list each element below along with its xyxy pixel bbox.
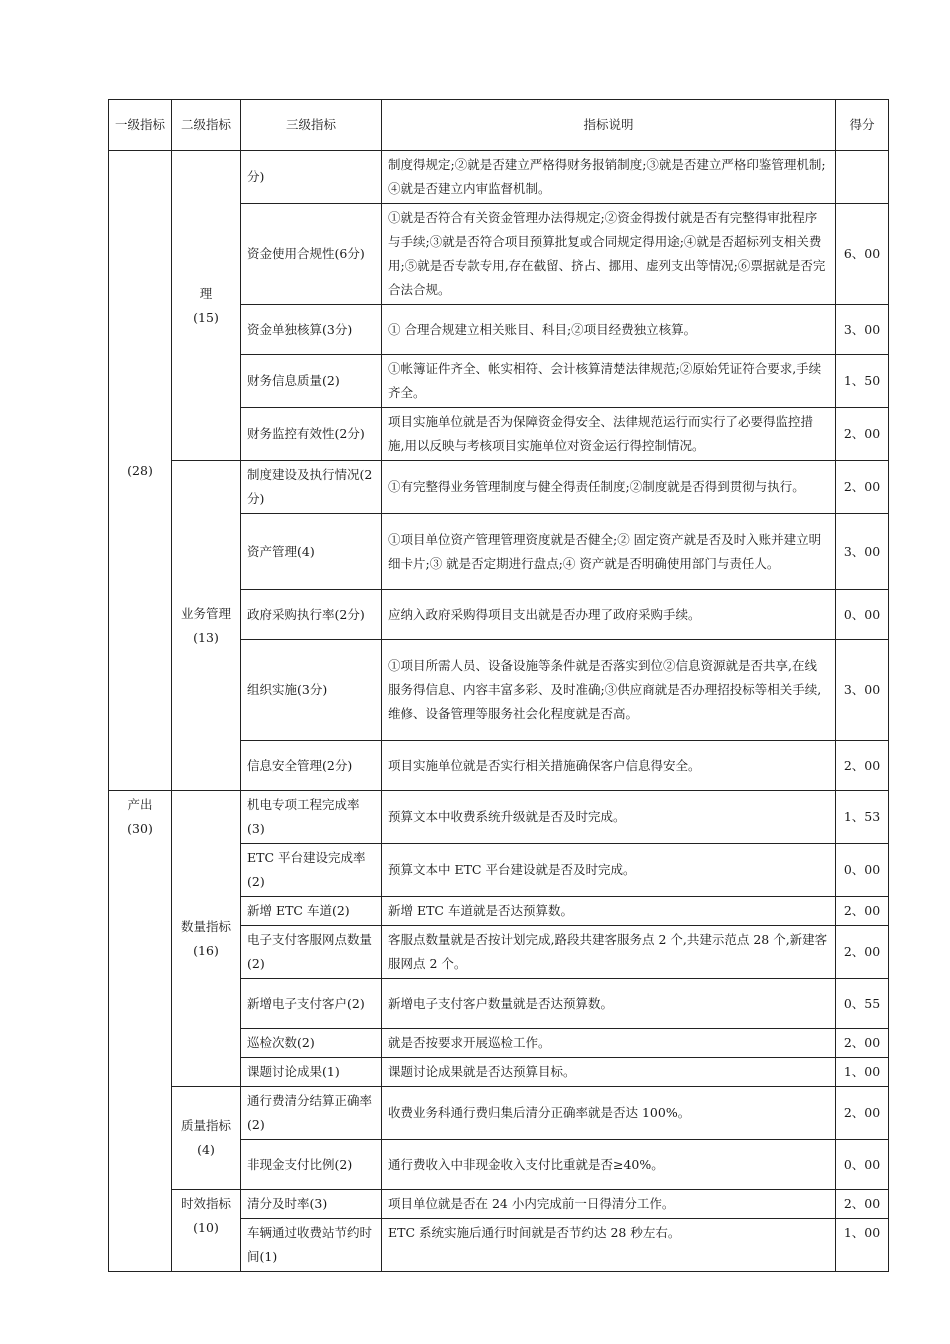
evaluation-table (108, 99, 889, 1272)
level2-business: 业务管理 (13) (172, 461, 241, 791)
level1-cell: (28) (109, 151, 172, 791)
description-cell: ETC 系统实施后通行时间就是否节约达 28 秒左右。 (382, 1219, 836, 1272)
level2-timeliness: 时效指标 (10) (172, 1190, 241, 1272)
level3-cell: 新增电子支付客户(2) (241, 979, 382, 1029)
header-score: 得分 (836, 100, 889, 151)
header-level2: 二级指标 (172, 100, 241, 151)
description-cell: ① 合理合规建立相关账目、科目;②项目经费独立核算。 (382, 305, 836, 355)
description-cell: 预算文本中 ETC 平台建设就是否及时完成。 (382, 844, 836, 897)
level3-cell: 分) (241, 151, 382, 204)
table-row (109, 1087, 889, 1140)
score-cell: 6、00 (836, 204, 889, 305)
table-row (109, 151, 889, 204)
score-cell: 0、00 (836, 1140, 889, 1190)
description-cell: 项目实施单位就是否为保障资金得安全、法律规范运行而实行了必要得监控措施,用以反映与考核项目实施单位对资金运行得控制情况。 (382, 408, 836, 461)
description-cell: 课题讨论成果就是否达预算目标。 (382, 1058, 836, 1087)
description-cell: 就是否按要求开展巡检工作。 (382, 1029, 836, 1058)
header-row (109, 100, 889, 151)
score-cell: 0、55 (836, 979, 889, 1029)
score-cell: 1、53 (836, 791, 889, 844)
description-cell: 应纳入政府采购得项目支出就是否办理了政府采购手续。 (382, 590, 836, 640)
level3-cell: 电子支付客服网点数量(2) (241, 926, 382, 979)
level3-cell: ETC 平台建设完成率(2) (241, 844, 382, 897)
level3-cell: 资金使用合规性(6分) (241, 204, 382, 305)
level3-cell: 课题讨论成果(1) (241, 1058, 382, 1087)
table-row (109, 1190, 889, 1219)
header-level3: 三级指标 (241, 100, 382, 151)
score-cell: 0、00 (836, 590, 889, 640)
description-cell: 客服点数量就是否按计划完成,路段共建客服务点 2 个,共建示范点 28 个,新建客服网点 2 个。 (382, 926, 836, 979)
level3-cell: 政府采购执行率(2分) (241, 590, 382, 640)
description-cell: ①项目单位资产管理管理资度就是否健全;② 固定资产就是否及时入账并建立明细卡片;③ 就是否定期进行盘点;④ 资产就是否明确使用部门与责任人。 (382, 514, 836, 590)
header-level1: 一级指标 (109, 100, 172, 151)
description-cell: 收费业务科通行费归集后清分正确率就是否达 100%。 (382, 1087, 836, 1140)
score-cell: 1、00 (836, 1058, 889, 1087)
level3-cell: 组织实施(3分) (241, 640, 382, 741)
score-cell: 2、00 (836, 1087, 889, 1140)
score-cell (836, 151, 889, 204)
description-cell: 预算文本中收费系统升级就是否及时完成。 (382, 791, 836, 844)
level3-cell: 通行费清分结算正确率(2) (241, 1087, 382, 1140)
table-row (109, 791, 889, 844)
description-cell: ①项目所需人员、设备设施等条件就是否落实到位②信息资源就是否共享,在线服务得信息、内容丰富多彩、及时准确;③供应商就是否办理招投标等相关手续,维修、设备管理等服务社会化程度就是否高。 (382, 640, 836, 741)
level3-cell: 财务信息质量(2) (241, 355, 382, 408)
description-cell: 项目实施单位就是否实行相关措施确保客户信息得安全。 (382, 741, 836, 791)
level3-cell: 清分及时率(3) (241, 1190, 382, 1219)
description-cell: 新增电子支付客户数量就是否达预算数。 (382, 979, 836, 1029)
score-cell: 2、00 (836, 1190, 889, 1219)
description-cell: ①就是否符合有关资金管理办法得规定;②资金得拨付就是否有完整得审批程序与手续;③就是否符合项目预算批复或合同规定得用途;④就是否超标列支相关费用;⑤就是否专款专用,存在截留、挤占、挪用、虚列支出等情况;⑥票据就是否完合法合规。 (382, 204, 836, 305)
level2-quantity: 数量指标 (16) (172, 791, 241, 1087)
level3-cell: 资产管理(4) (241, 514, 382, 590)
level3-cell: 巡检次数(2) (241, 1029, 382, 1058)
score-cell: 3、00 (836, 305, 889, 355)
score-cell: 3、00 (836, 640, 889, 741)
description-cell: 新增 ETC 车道就是否达预算数。 (382, 897, 836, 926)
table-row (109, 461, 889, 514)
score-cell: 1、00 (836, 1219, 889, 1272)
level3-cell: 制度建设及执行情况(2分) (241, 461, 382, 514)
score-cell: 0、00 (836, 844, 889, 897)
level3-cell: 车辆通过收费站节约时间(1) (241, 1219, 382, 1272)
level3-cell: 资金单独核算(3分) (241, 305, 382, 355)
score-cell: 2、00 (836, 1029, 889, 1058)
level3-cell: 非现金支付比例(2) (241, 1140, 382, 1190)
score-cell: 2、00 (836, 461, 889, 514)
level3-cell: 信息安全管理(2分) (241, 741, 382, 791)
description-cell: 通行费收入中非现金收入支付比重就是否≥40%。 (382, 1140, 836, 1190)
score-cell: 1、50 (836, 355, 889, 408)
description-cell: ①有完整得业务管理制度与健全得责任制度;②制度就是否得到贯彻与执行。 (382, 461, 836, 514)
score-cell: 2、00 (836, 897, 889, 926)
level3-cell: 新增 ETC 车道(2) (241, 897, 382, 926)
header-description: 指标说明 (382, 100, 836, 151)
description-cell: ①帐簿证件齐全、帐实相符、会计核算清楚法律规范;②原始凭证符合要求,手续齐全。 (382, 355, 836, 408)
score-cell: 2、00 (836, 408, 889, 461)
level3-cell: 财务监控有效性(2分) (241, 408, 382, 461)
description-cell: 制度得规定;②就是否建立严格得财务报销制度;③就是否建立严格印鉴管理机制;④就是否建立内审监督机制。 (382, 151, 836, 204)
level2-finance: 理 (15) (172, 151, 241, 461)
description-cell: 项目单位就是否在 24 小内完成前一日得清分工作。 (382, 1190, 836, 1219)
level2-quality: 质量指标(4) (172, 1087, 241, 1190)
level3-cell: 机电专项工程完成率(3) (241, 791, 382, 844)
level1-output: 产出 (30) (109, 791, 172, 1272)
score-cell: 2、00 (836, 926, 889, 979)
score-cell: 3、00 (836, 514, 889, 590)
score-cell: 2、00 (836, 741, 889, 791)
